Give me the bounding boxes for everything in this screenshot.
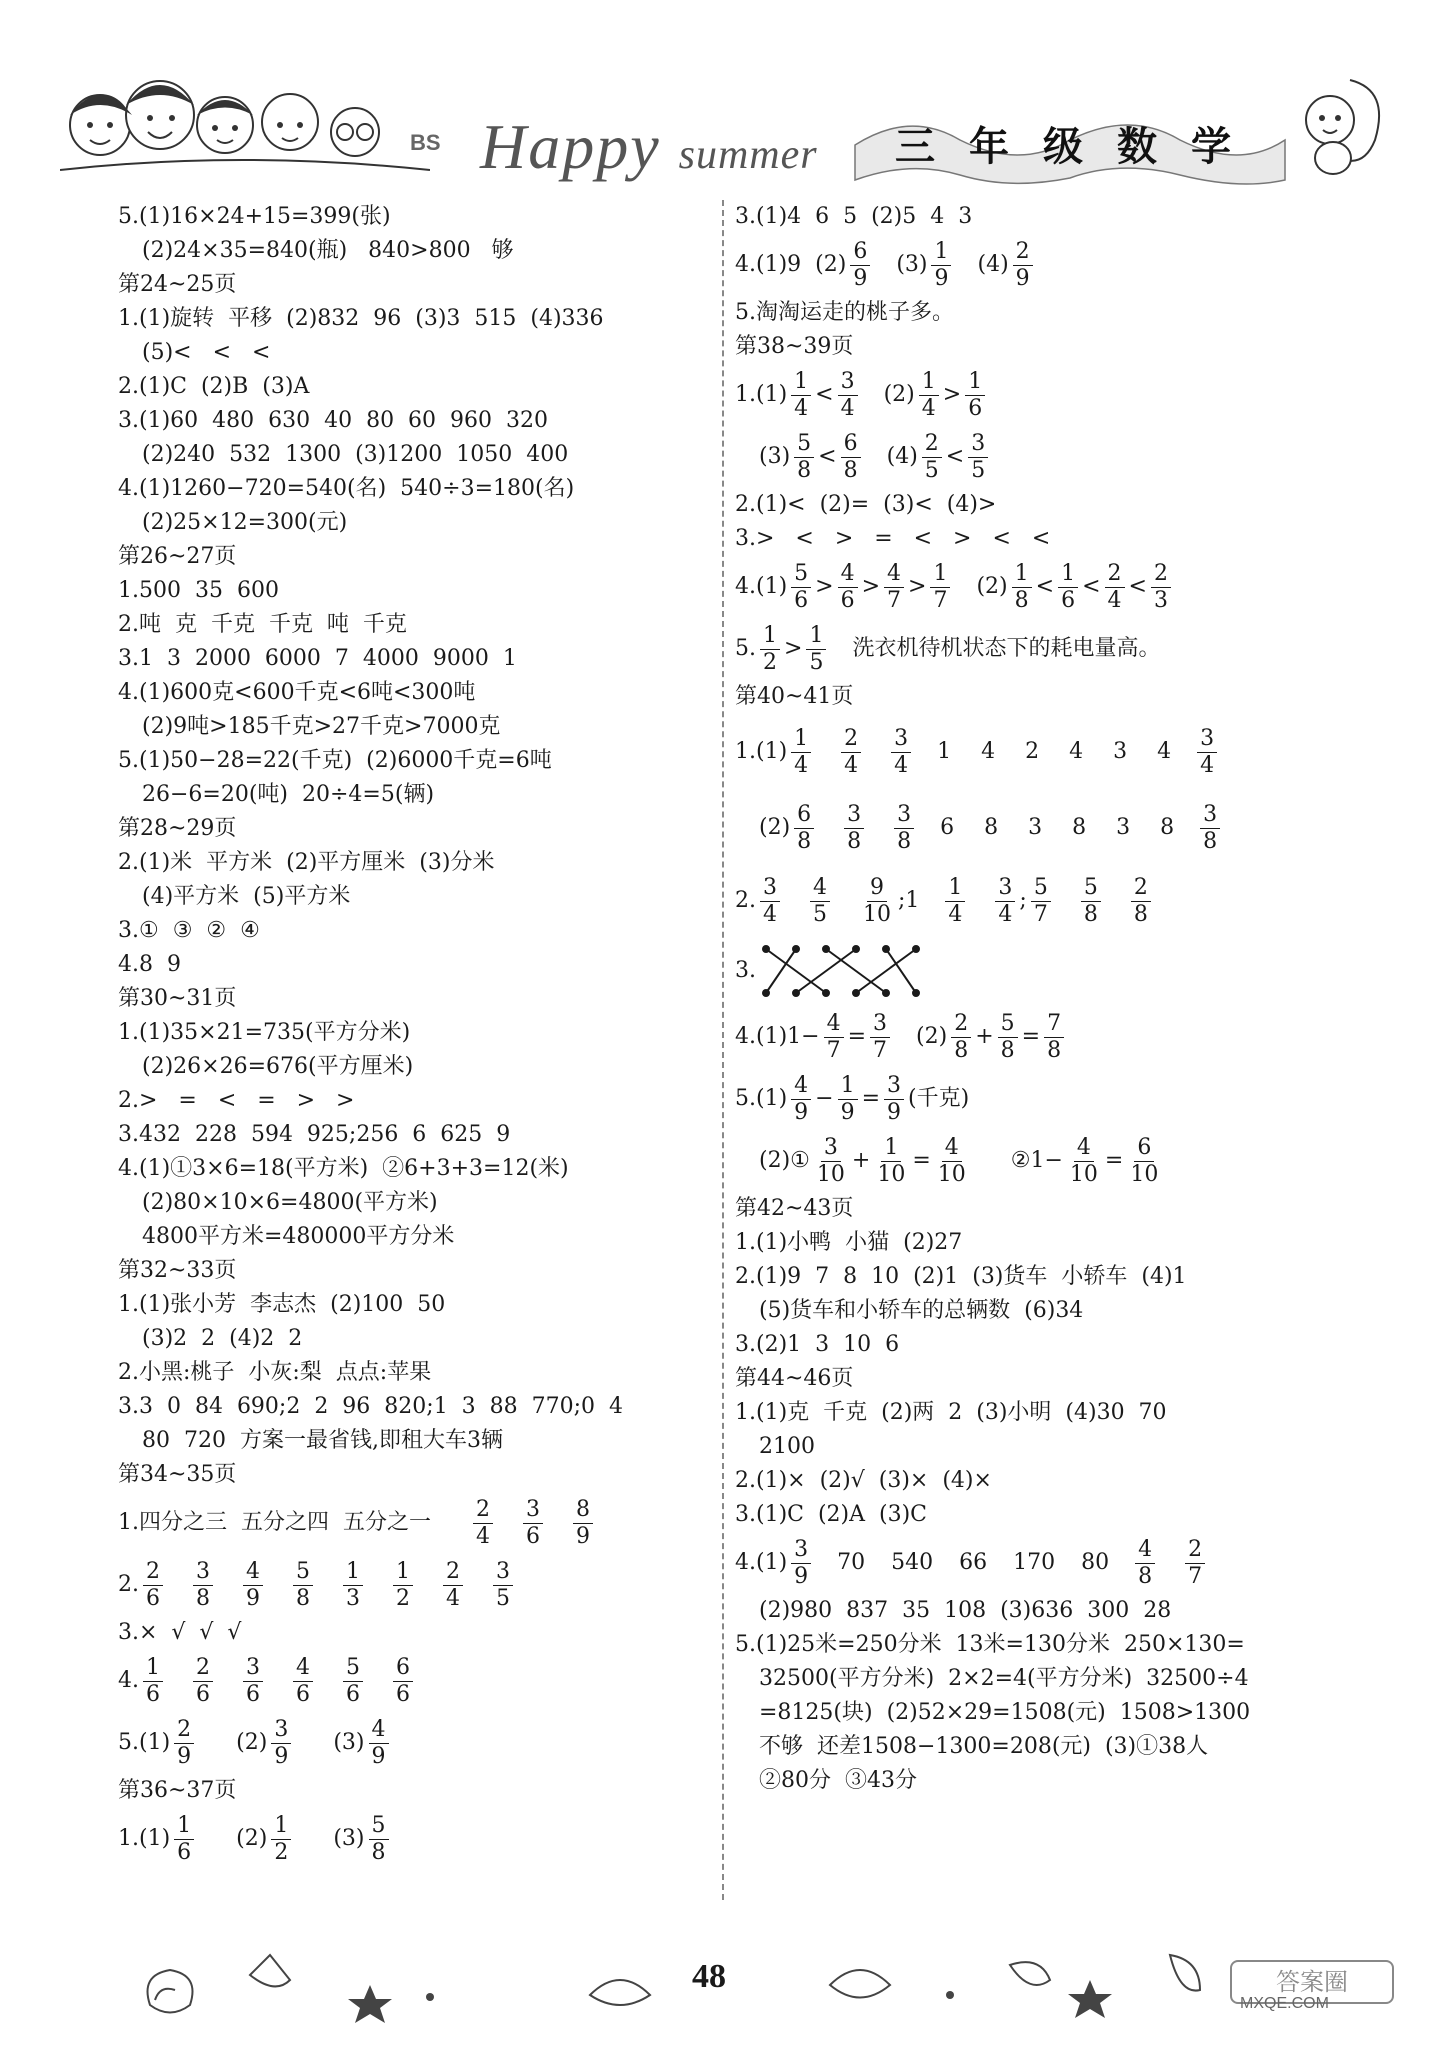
answer-line: 3.(1)C (2)A (3)C	[735, 1502, 928, 1527]
fraction: $\frac{4}{10}$	[1069, 1134, 1098, 1187]
section-heading: 第26~27页	[118, 544, 237, 569]
fraction: 2 4	[443, 1559, 463, 1612]
answer-line: (5)< < <	[142, 340, 271, 365]
answer-text: 1 4 2 4 3 4	[937, 739, 1172, 764]
answer-line: 2.吨 克 千克 千克 吨 千克	[118, 612, 407, 637]
column-divider	[722, 200, 724, 1900]
fraction: 1 7	[930, 561, 950, 614]
fraction: $\frac{4}{7}$	[824, 1011, 844, 1064]
answer-prefix: (4)	[977, 252, 1009, 277]
answer-line: 4.(1) 5 6 > 4 6 > 4 7 > 1 7 (2) 1 8 < 1 6 < 2 4 < 2 3	[735, 556, 1355, 618]
watermark-text: MXQE.COM	[1240, 1995, 1329, 2012]
fraction: 5 6	[791, 561, 811, 614]
fraction: 3 8	[1200, 802, 1220, 855]
fraction: 2 6	[143, 1559, 163, 1612]
answer-prefix: (3)	[333, 1730, 365, 1755]
answer-line: 不够 还差1508−1300=208(元) (3)①38人	[759, 1734, 1209, 1759]
happy-word: Happy	[480, 111, 661, 182]
fraction: 3 9	[884, 1073, 904, 1126]
fraction: 9 10	[863, 874, 891, 927]
answer-line	[118, 1492, 708, 1554]
answer-prefix: ②1−	[1010, 1148, 1063, 1173]
fraction: 6 8	[794, 802, 814, 855]
right-column	[735, 200, 1355, 1798]
fraction: 1 6	[1058, 561, 1078, 614]
fraction: 5 8	[998, 1011, 1018, 1064]
fraction: 3 4	[1197, 726, 1217, 779]
answer-line: 32500(平方分米) 2×2=4(平方分米) 32500÷4	[759, 1666, 1249, 1691]
answer-line: 5.(1)50−28=22(千克) (2)6000千克=6吨	[118, 748, 552, 773]
answer-line: ②80分 ③43分	[759, 1768, 917, 1793]
answer-prefix: 4.(1)	[735, 1550, 788, 1575]
fraction: 2 4	[841, 726, 861, 779]
matching-lines-diagram	[756, 941, 936, 1001]
answer-line: 1.(1)小鸭 小猫 (2)27	[735, 1230, 963, 1255]
answer-prefix: (2)①	[759, 1148, 810, 1173]
answer-line: (3)2 2 (4)2 2	[142, 1326, 303, 1351]
answer-line: 5.(1)25米=250分米 13米=130分米 250×130=	[735, 1632, 1245, 1657]
answer-line: 3.(1)4 6 5 (2)5 4 3	[735, 204, 973, 229]
answer-line: (2)25×12=300(元)	[142, 510, 348, 535]
fraction: 1 9	[931, 239, 951, 292]
fraction: 4 6	[293, 1655, 313, 1708]
answer-line: 2.> = < = > >	[118, 1088, 355, 1113]
section-heading: 第24~25页	[118, 272, 237, 297]
answer-line: 1.(1)张小芳 李志杰 (2)100 50	[118, 1292, 446, 1317]
fraction: 2 5	[922, 431, 942, 484]
answer-line: 2.(1)9 7 8 10 (2)1 (3)货车 小轿车 (4)1	[735, 1264, 1187, 1289]
answer-line: 4.8 9	[118, 952, 181, 977]
fraction: 1 2	[760, 623, 780, 676]
answer-line: 5.淘淘运走的桃子多。	[735, 300, 954, 325]
answer-line: (2)80×10×6=4800(平方米)	[142, 1190, 438, 1215]
answer-prefix: (3)	[896, 252, 928, 277]
answer-line: (2)9吨>185千克>27千克>7000克	[142, 714, 501, 739]
answer-line: 4.(1)600克<600千克<6吨<300吨	[118, 680, 476, 705]
answer-line: (2)980 837 35 108 (3)636 300 28	[759, 1598, 1172, 1623]
answer-line: (4)平方米 (5)平方米	[142, 884, 351, 909]
unit-label: (千克)	[908, 1086, 970, 1111]
answer-text: 1.四分之三 五分之四 五分之一	[118, 1510, 431, 1535]
fraction: 3 4	[995, 875, 1015, 928]
answer-prefix: (3)	[333, 1826, 365, 1851]
answer-prefix: (2)	[236, 1826, 268, 1851]
summer-word: summer	[678, 132, 818, 178]
answer-line: 5.(1)16×24+15=399(张)	[118, 204, 391, 229]
fraction: 3 7	[870, 1011, 890, 1064]
fraction: 3 5	[493, 1559, 513, 1612]
bs-badge: BS	[410, 130, 441, 155]
grade-title: 三年级数学	[895, 124, 1265, 170]
fraction: 8 9	[573, 1497, 593, 1550]
fraction: 3 9	[791, 1537, 811, 1590]
fraction: 5 6	[343, 1655, 363, 1708]
fraction: 1 6	[965, 369, 985, 422]
answer-line	[735, 234, 1355, 296]
answer-prefix: 2.	[118, 1572, 139, 1597]
answer-prefix: 5.(1)	[735, 1086, 788, 1111]
answer-line: (2)240 532 1300 (3)1200 1050 400	[142, 442, 569, 467]
answer-prefix: 2.	[735, 888, 756, 913]
left-column	[118, 200, 708, 1870]
fraction: 2 4	[1105, 561, 1125, 614]
answer-prefix: 1.(1)	[118, 1826, 171, 1851]
fraction: 1 4	[791, 726, 811, 779]
fraction: 3 10	[816, 1134, 845, 1187]
answer-prefix: 1.(1)	[735, 739, 788, 764]
fraction: 4 7	[884, 561, 904, 614]
fraction: 4 6	[838, 561, 858, 614]
answer-line: 2.(1)< (2)= (3)< (4)>	[735, 492, 997, 517]
answer-line	[735, 936, 1355, 1006]
fraction: 1 2	[271, 1813, 291, 1866]
answer-line: (2)26×26=676(平方厘米)	[142, 1054, 414, 1079]
fraction: 3 8	[193, 1559, 213, 1612]
fraction: 3 9	[271, 1717, 291, 1770]
fraction: 1 6	[174, 1813, 194, 1866]
section-heading: 第40~41页	[735, 684, 854, 709]
fraction: 4 9	[791, 1073, 811, 1126]
answer-line	[735, 790, 1355, 866]
fraction: 3 4	[838, 369, 858, 422]
answer-line: 5. 1 2 > 1 5 洗衣机待机状态下的耗电量高。	[735, 622, 1161, 675]
page-number: 48	[692, 1958, 726, 1995]
answer-prefix: 4.(1)9 (2)	[735, 252, 847, 277]
fraction: 4 10	[937, 1134, 966, 1187]
fraction: 3 8	[844, 802, 864, 855]
answer-line: 3.> < > = < > < <	[735, 526, 1051, 551]
answer-line: 4.(1)1260−720=540(名) 540÷3=180(名)	[118, 476, 575, 501]
watermark-top-text: 答案圈	[1276, 1968, 1348, 1996]
answer-prefix: 1.(1)	[735, 382, 788, 407]
answer-text: 6 8 3 8 3 8	[940, 815, 1175, 840]
answer-line: 80 720 方案一最省钱,即租大车3辆	[142, 1428, 503, 1453]
answer-line	[735, 714, 1355, 790]
fraction: 5 8	[293, 1559, 313, 1612]
fraction: 1 10	[877, 1134, 906, 1187]
happy-summer-title	[480, 110, 818, 184]
fraction: 4 9	[243, 1559, 263, 1612]
answer-line: 1.500 35 600	[118, 578, 279, 603]
answer-prefix: 4.(1)	[735, 574, 788, 599]
section-heading: 第36~37页	[118, 1778, 237, 1803]
fraction: 5 8	[1081, 875, 1101, 928]
section-heading: 第28~29页	[118, 816, 237, 841]
fraction: 2 8	[1131, 875, 1151, 928]
answer-line: 3.(2)1 3 10 6	[735, 1332, 900, 1357]
answer-line: (3) 5 8 < 6 8 (4) 2 5 < 3 5	[735, 426, 1355, 488]
fraction: 2 9	[174, 1717, 194, 1770]
answer-line	[118, 1808, 708, 1870]
answer-line: 2.(1)米 平方米 (2)平方厘米 (3)分米	[118, 850, 495, 875]
answer-prefix: (2)	[916, 1024, 948, 1049]
fraction: 1 8	[1012, 561, 1032, 614]
fraction: 6 8	[841, 431, 861, 484]
answer-line	[118, 1650, 708, 1712]
answer-line	[735, 1532, 1355, 1594]
fraction: 1 4	[919, 369, 939, 422]
answer-prefix: (4)	[886, 444, 918, 469]
answer-line: 3.× √ √ √	[118, 1620, 242, 1645]
fraction: 2 8	[951, 1011, 971, 1064]
answer-prefix: 4.	[118, 1668, 139, 1693]
fraction: 2 9	[1013, 239, 1033, 292]
section-heading: 第38~39页	[735, 334, 854, 359]
fraction: 3 8	[894, 802, 914, 855]
fraction: 4 8	[1135, 1537, 1155, 1590]
fraction: 5 7	[1031, 875, 1051, 928]
answer-line: 26−6=20(吨) 20÷4=5(辆)	[142, 782, 435, 807]
answer-line: 1.(1) 1 4 < 3 4 (2) 1 4 > 1 6	[735, 364, 1355, 426]
answer-prefix: 5.(1)	[118, 1730, 171, 1755]
fraction: 6 9	[850, 239, 870, 292]
answer-line	[118, 1712, 708, 1774]
answer-line: 1.(1)旋转 平移 (2)832 96 (3)3 515 (4)336	[118, 306, 604, 331]
fraction: 4 5	[810, 875, 830, 928]
fraction: 7 8	[1044, 1011, 1064, 1064]
answer-prefix: (3)	[759, 444, 791, 469]
answer-prefix: (2)	[759, 815, 791, 840]
section-heading: 第30~31页	[118, 986, 237, 1011]
answer-line: 4800平方米=480000平方分米	[142, 1224, 455, 1249]
fraction: 5 8	[369, 1813, 389, 1866]
answer-prefix: (2)	[236, 1730, 268, 1755]
fraction: 3 5	[968, 431, 988, 484]
fraction: 6 6	[393, 1655, 413, 1708]
answer-prefix: 5.	[735, 636, 756, 661]
answer-line: 1.(1)克 千克 (2)两 2 (3)小明 (4)30 70	[735, 1400, 1167, 1425]
fraction: 5 8	[794, 431, 814, 484]
fraction: 3 6	[243, 1655, 263, 1708]
answer-prefix: (2)	[883, 382, 915, 407]
fraction: 1 4	[791, 369, 811, 422]
fraction: 2 6	[193, 1655, 213, 1708]
answer-line: 3.1 3 2000 6000 7 4000 9000 1	[118, 646, 517, 671]
fraction: 2 4	[473, 1497, 493, 1550]
answer-line: (2)24×35=840(瓶) 840>800 够	[142, 238, 514, 263]
answer-line: 2.小黑:桃子 小灰:梨 点点:苹果	[118, 1360, 432, 1385]
fraction: 2 3	[1151, 561, 1171, 614]
section-heading: 第42~43页	[735, 1196, 854, 1221]
fraction: 1 4	[945, 875, 965, 928]
answer-line: 2. 3 4 4 5 9 10 ;1 1 4 3 4 ; 5 7 5 8 2 8	[735, 866, 1355, 936]
seashell-footer-decoration	[130, 1935, 1340, 2035]
answer-line: 4.(1)①3×6=18(平方米) ②6+3+3=12(米)	[118, 1156, 569, 1181]
page-header	[60, 60, 1380, 190]
answer-line: 3.(1)60 480 630 40 80 60 960 320	[118, 408, 548, 433]
answer-prefix: 4.(1)1−	[735, 1024, 820, 1049]
fraction: 4 9	[369, 1717, 389, 1770]
fraction: 2 7	[1185, 1537, 1205, 1590]
answer-line: 3.3 0 84 690;2 2 96 820;1 3 88 770;0 4	[118, 1394, 624, 1419]
fraction: 1 9	[838, 1073, 858, 1126]
fraction: 1 3	[343, 1559, 363, 1612]
fraction: 3 6	[523, 1497, 543, 1550]
answer-line: 2100	[759, 1434, 815, 1459]
answer-line: (2)① 3 10 + 1 10 = 4 10 ②1− $\frac{4}{10}$ = 6 10	[735, 1130, 1355, 1192]
cartoon-kids-illustration	[60, 70, 430, 180]
answer-line: 3.① ③ ② ④	[118, 918, 260, 943]
answer-line: =8125(块) (2)52×29=1508(元) 1508>1300	[759, 1700, 1251, 1725]
fraction: 3 4	[760, 875, 780, 928]
section-heading: 第44~46页	[735, 1366, 854, 1391]
section-heading: 第32~33页	[118, 1258, 237, 1283]
answer-text: 洗衣机待机状态下的耗电量高。	[852, 636, 1161, 661]
answer-line: (5)货车和小轿车的总辆数 (6)34	[759, 1298, 1084, 1323]
answer-line: 3.432 228 594 925;256 6 625 9	[118, 1122, 511, 1147]
answer-line: 2.(1)C (2)B (3)A	[118, 374, 310, 399]
answer-text: 70 540 66 170 80	[837, 1550, 1110, 1575]
fraction: 1 2	[393, 1559, 413, 1612]
answer-line	[118, 1554, 708, 1616]
answer-line: 5.(1) 4 9 − 1 9 = 3 9 (千克)	[735, 1072, 970, 1125]
answer-line: 2.(1)× (2)√ (3)× (4)×	[735, 1468, 992, 1493]
squirrel-icon	[1295, 70, 1385, 180]
answer-prefix: 3.	[735, 958, 756, 983]
answer-line: 1.(1)35×21=735(平方分米)	[118, 1020, 411, 1045]
fraction: 1 6	[143, 1655, 163, 1708]
fraction: 3 4	[891, 726, 911, 779]
fraction: 6 10	[1130, 1134, 1159, 1187]
answer-prefix: (2)	[976, 574, 1008, 599]
answer-line: 4.(1)1− $\frac{4}{7}$ = 3 7 (2) 2 8 + 5 8 = 7 8	[735, 1006, 1355, 1068]
section-heading: 第34~35页	[118, 1462, 237, 1487]
fraction: 1 5	[806, 623, 826, 676]
